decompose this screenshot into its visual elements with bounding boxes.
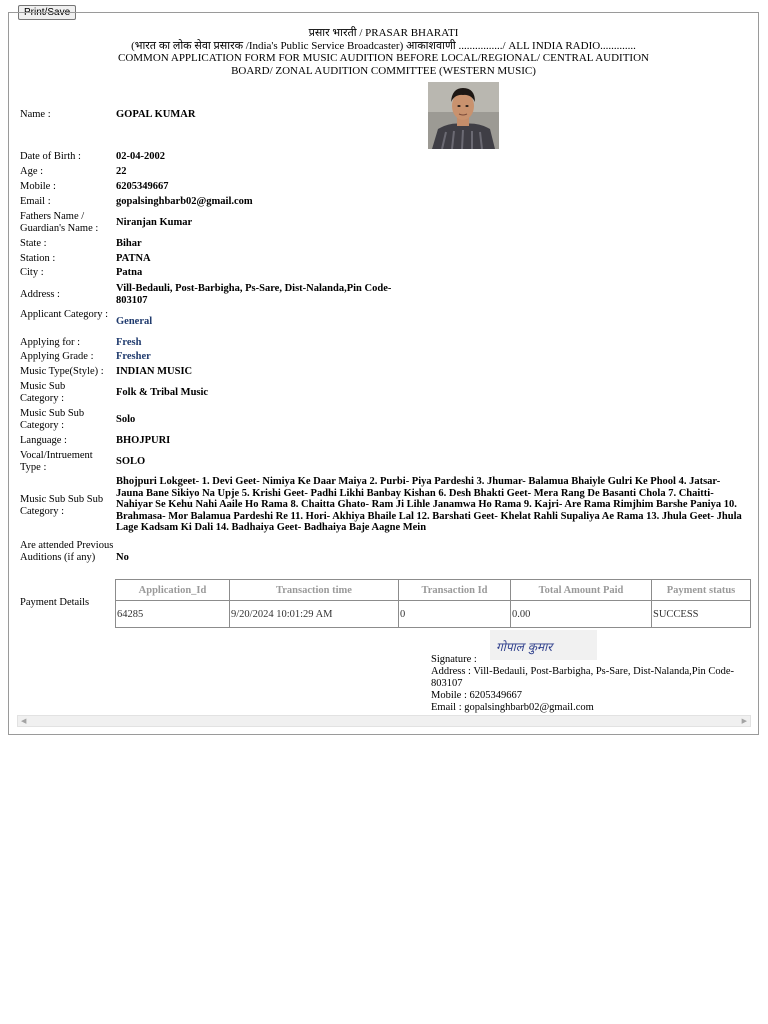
music-type-label: Music Type(Style) : [20, 366, 104, 377]
cell-total-amount: 0.00 [511, 601, 652, 628]
previous-auditions-label: Are attended Previous Auditions (if any) [20, 540, 114, 563]
form-header [9, 27, 758, 77]
address-label: Address : [20, 289, 60, 300]
state-value: Bihar [116, 238, 142, 249]
cell-payment-status: SUCCESS [652, 601, 751, 628]
email-label: Email : [20, 196, 51, 207]
signature-handwriting: गोपाल कुमार [496, 640, 553, 654]
header-line-4: BOARD/ ZONAL AUDITION COMMITTEE (WESTERN MUSIC) [231, 64, 536, 77]
mobile-value: 6205349667 [116, 181, 169, 192]
signature-address: Address : Vill-Bedauli, Post-Barbigha, Ps-Sare, Dist-Nalanda,Pin Code-803107 [431, 666, 735, 689]
email-value: gopalsinghbarb02@gmail.com [116, 196, 253, 207]
col-payment-status: Payment status [652, 580, 751, 601]
applicant-photo [428, 82, 499, 149]
state-label: State : [20, 238, 47, 249]
header-line-3: COMMON APPLICATION FORM FOR MUSIC AUDITION BEFORE LOCAL/REGIONAL/ CENTRAL AUDITION [118, 52, 649, 64]
cell-application-id: 64285 [116, 601, 230, 628]
station-label: Station : [20, 253, 56, 264]
dob-label: Date of Birth : [20, 151, 81, 162]
name-label: Name : [20, 109, 51, 120]
cell-transaction-time: 9/20/2024 10:01:29 AM [230, 601, 399, 628]
sub-category-label: Music Sub Category : [20, 381, 66, 404]
sub-category-value: Folk & Tribal Music [116, 387, 209, 398]
application-form-frame [8, 12, 759, 735]
vocal-value: SOLO [116, 456, 146, 467]
header-line-1: प्रसार भारती / PRASAR BHARATI [308, 27, 459, 39]
grade-value: Fresher [116, 351, 151, 362]
applying-for-value: Fresh [116, 337, 142, 348]
table-row [116, 601, 751, 628]
age-label: Age : [20, 166, 44, 177]
header-line-2: (भारत का लोक सेवा प्रसारक /India's Public Service Broadcaster) आकाशवाणी ................/ ALL INDIA RADIO............. [131, 39, 636, 52]
horizontal-scrollbar[interactable] [17, 715, 751, 727]
mobile-label: Mobile : [20, 181, 56, 192]
father-label: Fathers Name / Guardian's Name : [20, 211, 99, 234]
sub-sub-sub-category-value: Bhojpuri Lokgeet- 1. Devi Geet- Nimiya Ke Daar Maiya 2. Purbi- Piya Pardeshi 3. Jhumar- Balamua Bhaiyle Gulri Ke Phool 4. Jatsar- Jauna Bane Sikiyo Na Upje 5. Krishi Geet- Padhi Likhi Banbay Kishan 6. Desh Bhakti Geet- Mera Rang De Basanti Chola 7. Chaitti- Nahiyar Se Kehu Nahi Aaile Ho Rama 8. Chaitta Ghato- Ram Ji Lihle Janamwa Ho Rama 9. Kajri- Are Rama Rimjhim Barshe Paniya 10. Brahmasa- Mor Balamua Pardeshi Re 11. Hori- Akhiya Bhaile Lal 12. Barshati Geet- Khelat Rahli Supaliya Ae Rama 13. Jhula Geet- Jhula Lage Kadsam Ki Dali 14. Badhaiya Geet- Badhaiya Baje Aagne Mein [116, 476, 742, 533]
grade-label: Applying Grade : [20, 351, 94, 362]
col-total-amount: Total Amount Paid [511, 580, 652, 601]
signature-mobile: Mobile : 6205349667 [431, 690, 522, 701]
city-value: Patna [116, 267, 143, 278]
signature-email: Email : gopalsinghbarb02@gmail.com [431, 702, 594, 713]
category-value: General [116, 316, 153, 327]
signature-label: Signature : [431, 654, 477, 665]
payment-table [115, 579, 751, 628]
language-value: BHOJPURI [116, 435, 171, 446]
col-application-id: Application_Id [116, 580, 230, 601]
name-value: GOPAL KUMAR [116, 109, 196, 120]
previous-auditions-value: No [116, 552, 129, 563]
city-label: City : [20, 267, 44, 278]
table-header-row [116, 580, 751, 601]
chevron-right-icon[interactable]: ▶ [741, 717, 747, 725]
address-value: Vill-Bedauli, Post-Barbigha, Ps-Sare, Dist-Nalanda,Pin Code-803107 [116, 283, 392, 306]
payment-details-label: Payment Details [20, 597, 90, 608]
chevron-left-icon[interactable]: ◀ [21, 717, 27, 725]
station-value: PATNA [116, 253, 151, 264]
signature-block [431, 654, 746, 714]
cell-transaction-id: 0 [399, 601, 511, 628]
age-value: 22 [116, 166, 127, 177]
dob-value: 02-04-2002 [116, 151, 165, 162]
sub-sub-category-label: Music Sub Sub Category : [20, 408, 85, 431]
print-save-button[interactable]: Print/Save [18, 5, 76, 20]
col-transaction-id: Transaction Id [399, 580, 511, 601]
sub-sub-sub-category-label: Music Sub Sub Sub Category : [20, 494, 104, 517]
sub-sub-category-value: Solo [116, 414, 136, 425]
applying-for-label: Applying for : [20, 337, 81, 348]
category-label: Applicant Category : [20, 309, 109, 320]
father-value: Niranjan Kumar [116, 217, 193, 228]
col-transaction-time: Transaction time [230, 580, 399, 601]
language-label: Language : [20, 435, 67, 446]
music-type-value: INDIAN MUSIC [116, 366, 193, 377]
vocal-label: Vocal/Intruement Type : [20, 450, 93, 473]
